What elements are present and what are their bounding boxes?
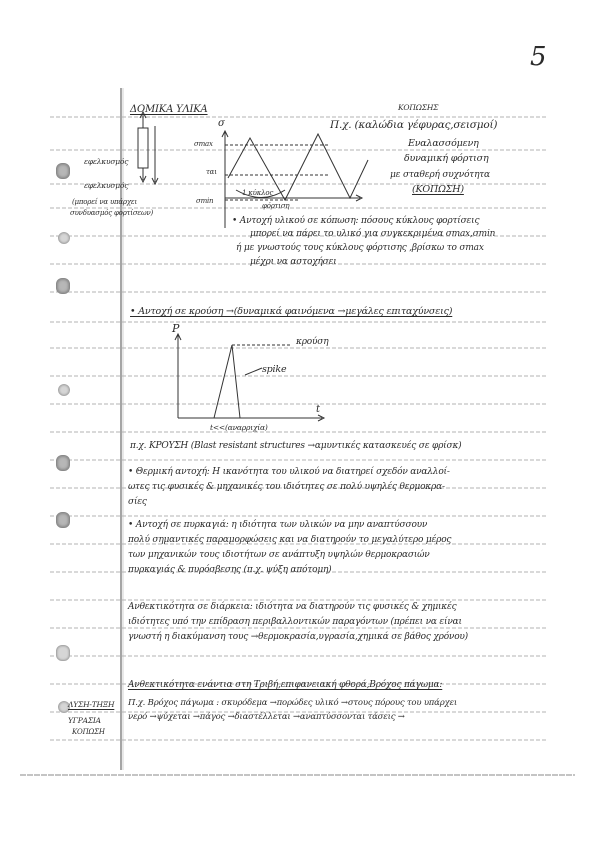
fatigue-text-4: μέχρι να αστοχήσει: [250, 257, 337, 267]
graph-loading-label: φόρτιση: [262, 202, 290, 210]
kopwsh-label: (ΚΟΠΩΣΗ): [412, 184, 464, 195]
impact-example: π.χ. ΚΡΟΥΣΗ (Blast resistant structures →αμυντικές κατασκευές σε φρίσκ): [130, 441, 462, 451]
wear-line-3: νερό →ψύχεται →πάγος →διαστέλλεται →αναπτύσσονται τάσεις →: [128, 712, 405, 722]
wear-line-1: Ανθεκτικότητα ενάντια στη Τριβή,επιφανειακή φθορά,Βρόχος πάγωμα:: [128, 680, 443, 690]
thermal-line-1: • Θερμική αντοχή: Η ικανότητα του υλικού να διατηρεί σχεδόν αναλλοί-: [128, 467, 450, 477]
graph-tai-label: ται: [206, 168, 217, 176]
graph-cycle-label: 1 κύκλος: [242, 189, 274, 197]
margin-bottom-sub: ΥΓΡΑΣΙΑ: [68, 716, 101, 725]
fatigue-text-1: • Αντοχή υλικού σε κόπωση: πόσους κύκλους φορτίσεις: [232, 216, 480, 226]
spike-label: spike: [262, 364, 287, 375]
margin-note-2: συνδυασμός φορτίσεων): [70, 209, 154, 217]
dynamic-label: δυναμική φόρτιση: [404, 153, 489, 164]
impact-t-note: t<<(αναρριχία): [210, 423, 268, 432]
impact-label: κρούση: [296, 337, 329, 347]
fire-line-1: • Αντοχή σε πυρκαγιά: η ιδιότητα των υλικών να μην αναπτύσσουν: [128, 520, 428, 530]
durability-line-3: γνωστή η διακύμανση τους →θερμοκρασία,υγρασία,χημικά σε βάθος χρόνου): [128, 632, 468, 642]
margin-bottom-note: ΛΥΣΗ-ΤΗΞΗ: [68, 700, 115, 709]
fire-line-4: πυρκαγιάς & πυρόσβεσης (π.χ. ψύξη απότομη): [128, 565, 332, 575]
punch-hole-icon: [58, 384, 70, 396]
punch-hole-icon: [56, 163, 70, 179]
durability-line-2: ιδιότητες υπό την επίδραση περιβαλλοντικών παραγόντων (πρέπει να είναι: [128, 617, 462, 627]
punch-hole-icon: [56, 512, 70, 528]
margin-bottom-sub2: ΚΟΠΩΣΗ: [72, 728, 105, 736]
thermal-line-2: ωτες τις φυσικές & μηχανικές του ιδιότητες σε πολύ υψηλές θερμοκρα-: [128, 482, 445, 492]
punch-hole-icon: [58, 232, 70, 244]
graph-smin-label: σmin: [196, 197, 214, 205]
thermal-line-3: σίες: [128, 497, 147, 507]
wear-line-2: Π.χ. Βρόχος πάγωμα : σκυρόδεμα →πορώδες υλικό →στους πόρους του υπάρχει: [128, 698, 457, 708]
graph-axis-sigma: σ: [218, 118, 225, 129]
section-heading: ΔΟΜΙΚΑ ΥΛΙΚΑ: [130, 104, 208, 115]
margin-tension-2: εφελκυσμός: [84, 181, 129, 190]
punch-hole-icon: [56, 645, 70, 661]
graph-smax-label: σmax: [194, 140, 213, 148]
fire-line-3: των μηχανικών τους ιδιοτήτων σε ανάπτυξη υψηλών θερμοκρασιών: [128, 550, 430, 560]
page-number: 5: [530, 42, 547, 72]
impact-axis-t: t: [316, 404, 320, 415]
punch-hole-icon: [56, 278, 70, 294]
alternating-label: Εναλασσόμενη: [408, 138, 479, 149]
impact-heading: • Αντοχή σε κρούση →(δυναμικά φαινόμενα →μεγάλες επιταχύνσεις): [130, 306, 453, 317]
margin-note-1: (μπορεί να υπάρχει: [72, 198, 137, 206]
kopwsis-label: ΚΟΠΩΣΗΣ: [398, 103, 439, 112]
impact-axis-p: P: [172, 322, 180, 335]
fatigue-text-3: ή με γνωστούς τους κύκλους φόρτισης ,βρίσκω το σmax: [236, 243, 484, 253]
example-bridge: Π.χ. (καλώδια γέφυρας,σεισμοί): [330, 119, 498, 131]
punch-hole-icon: [56, 455, 70, 471]
fatigue-text-2: μπορεί να πάρει το υλικό για συγκεκριμένα σmax,σmin: [250, 229, 496, 239]
fire-line-2: πολύ σημαντικές παραμορφώσεις και να διατηρούν το μεγαλύτερο μέρος: [128, 535, 452, 545]
margin-tension: εφελκυσμός: [84, 157, 129, 166]
durability-line-1: Ανθεκτικότητα σε διάρκεια: ιδιότητα να διατηρούν τις φυσικές & χημικές: [128, 602, 457, 612]
constant-label: με σταθερή συχνότητα: [390, 170, 490, 180]
